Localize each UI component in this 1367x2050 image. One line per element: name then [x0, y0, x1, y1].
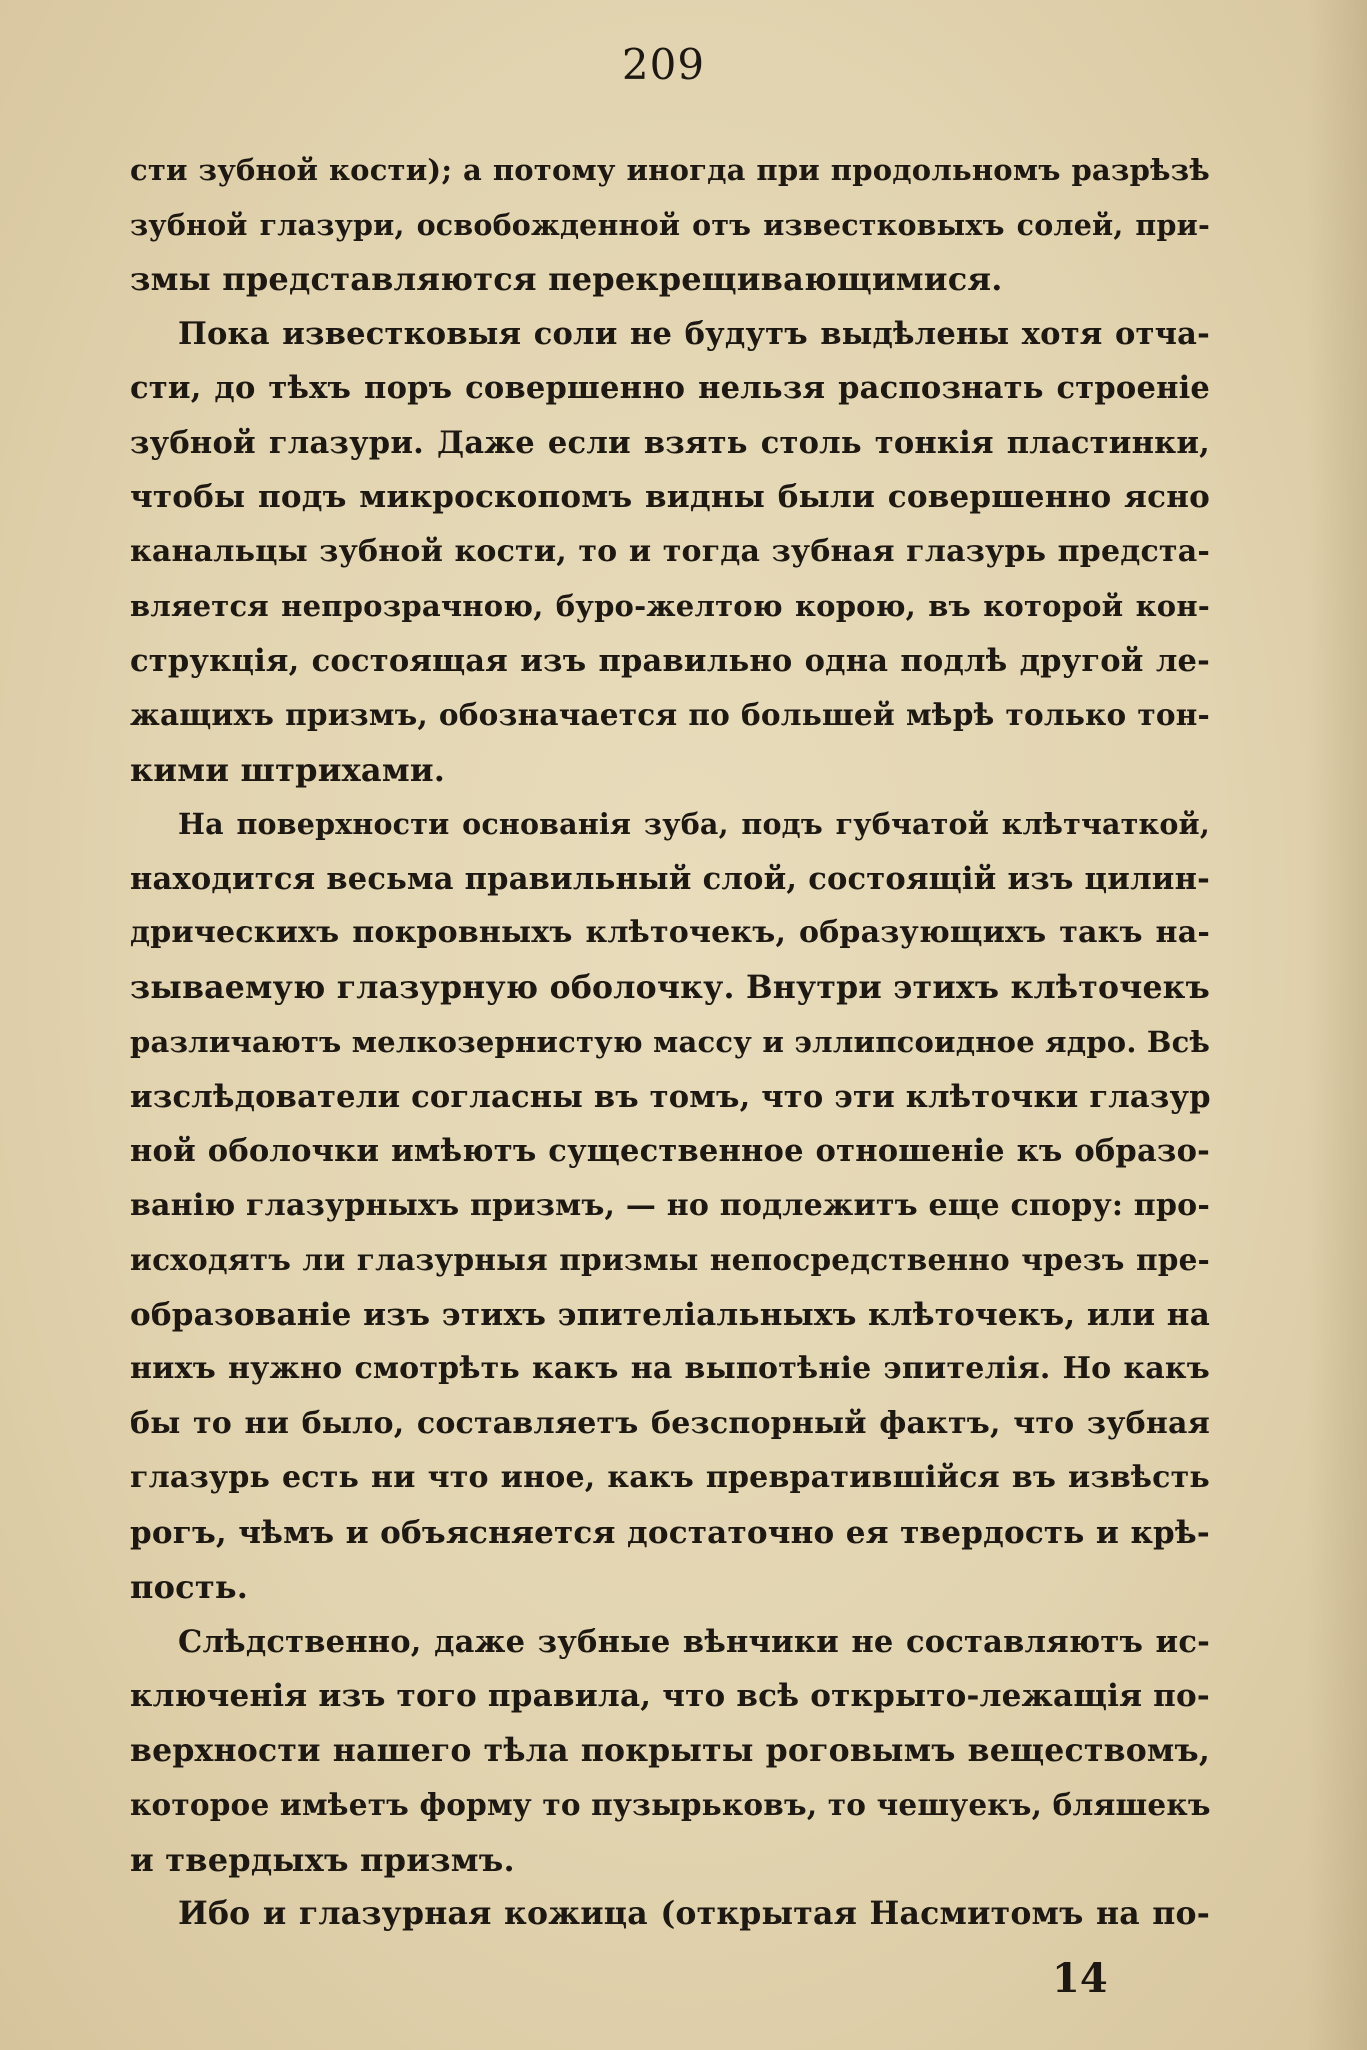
text-line: различаютъ мелкозернистую массу и эллипсоидное ядро. Всѣ	[130, 1025, 1211, 1059]
page-edge-shadow	[1307, 0, 1367, 2050]
text-line: Ибо и глазурная кожица (открытая Насмитомъ на по-	[178, 1895, 1210, 1932]
text-line: дрическихъ покровныхъ клѣточекъ, образующихъ такъ на-	[130, 915, 1210, 950]
signature-mark: 14	[1052, 1955, 1108, 2002]
text-line: и твердыхъ призмъ.	[130, 1840, 515, 1879]
text-line: жащихъ призмъ, обозначается по большей мѣрѣ только тон-	[130, 697, 1210, 732]
text-line: чтобы подъ микроскопомъ видны были совершенно ясно	[130, 479, 1210, 515]
text-line: находится весьма правильный слой, состоящій изъ цилин-	[130, 860, 1210, 897]
text-line: зубной глазури. Даже если взять столь тонкія пластинки,	[130, 424, 1210, 461]
text-line: образованіе изъ этихъ эпителіальныхъ клѣточекъ, или на	[130, 1296, 1210, 1333]
text-line: бы то ни было, составляетъ безспорный фактъ, что зубная	[130, 1405, 1210, 1441]
text-line: На поверхности основанія зуба, подъ губчатой клѣтчаткой,	[178, 807, 1210, 841]
text-line: рогъ, чѣмъ и объясняется достаточно ея твердость и крѣ-	[130, 1514, 1210, 1551]
text-line: ванію глазурныхъ призмъ, — но подлежитъ еще спору: про-	[130, 1187, 1210, 1223]
text-line: змы представляются перекрещивающимися.	[130, 260, 1003, 298]
text-line: сти зубной кости); а потому иногда при продольномъ разрѣзѣ	[130, 153, 1210, 187]
text-line: Слѣдственно, даже зубные вѣнчики не составляютъ ис-	[178, 1623, 1210, 1660]
text-line: сти, до тѣхъ поръ совершенно нельзя распознать строеніе	[130, 370, 1210, 406]
text-line: струкція, состоящая изъ правильно одна подлѣ другой ле-	[130, 642, 1210, 679]
text-line: ной оболочки имѣютъ существенное отношеніе къ образо-	[130, 1133, 1210, 1169]
text-line: верхности нашего тѣла покрыты роговымъ веществомъ,	[130, 1731, 1210, 1769]
text-line: зубной глазури, освобожденной отъ известковыхъ солей, при-	[130, 207, 1210, 242]
text-line: вляется непрозрачною, буро-желтою корою, въ которой кон-	[130, 589, 1210, 623]
text-line: глазурь есть ни что иное, какъ превратившійся въ извѣсть	[130, 1460, 1210, 1495]
text-line: ключенія изъ того правила, что всѣ открыто-лежащія по-	[130, 1678, 1210, 1714]
text-line: которое имѣетъ форму то пузырьковъ, то чешуекъ, бляшекъ	[130, 1787, 1211, 1822]
page-number: 209	[621, 40, 706, 89]
text-line: исходятъ ли глазурныя призмы непосредственно чрезъ пре-	[130, 1242, 1210, 1277]
text-line: пость.	[130, 1568, 249, 1606]
text-line: кими штрихами.	[130, 750, 446, 789]
text-line: нихъ нужно смотрѣть какъ на выпотѣніе эпителія. Но какъ	[130, 1351, 1210, 1386]
text-line: канальцы зубной кости, то и тогда зубная глазурь предста-	[130, 533, 1210, 569]
text-line: изслѣдователи согласны въ томъ, что эти клѣточки глазур	[130, 1078, 1211, 1115]
text-line: Пока известковыя соли не будутъ выдѣлены хотя отча-	[178, 315, 1210, 352]
text-line: зываемую глазурную оболочку. Внутри этихъ клѣточекъ	[130, 968, 1210, 1006]
text-body	[130, 143, 1210, 1942]
